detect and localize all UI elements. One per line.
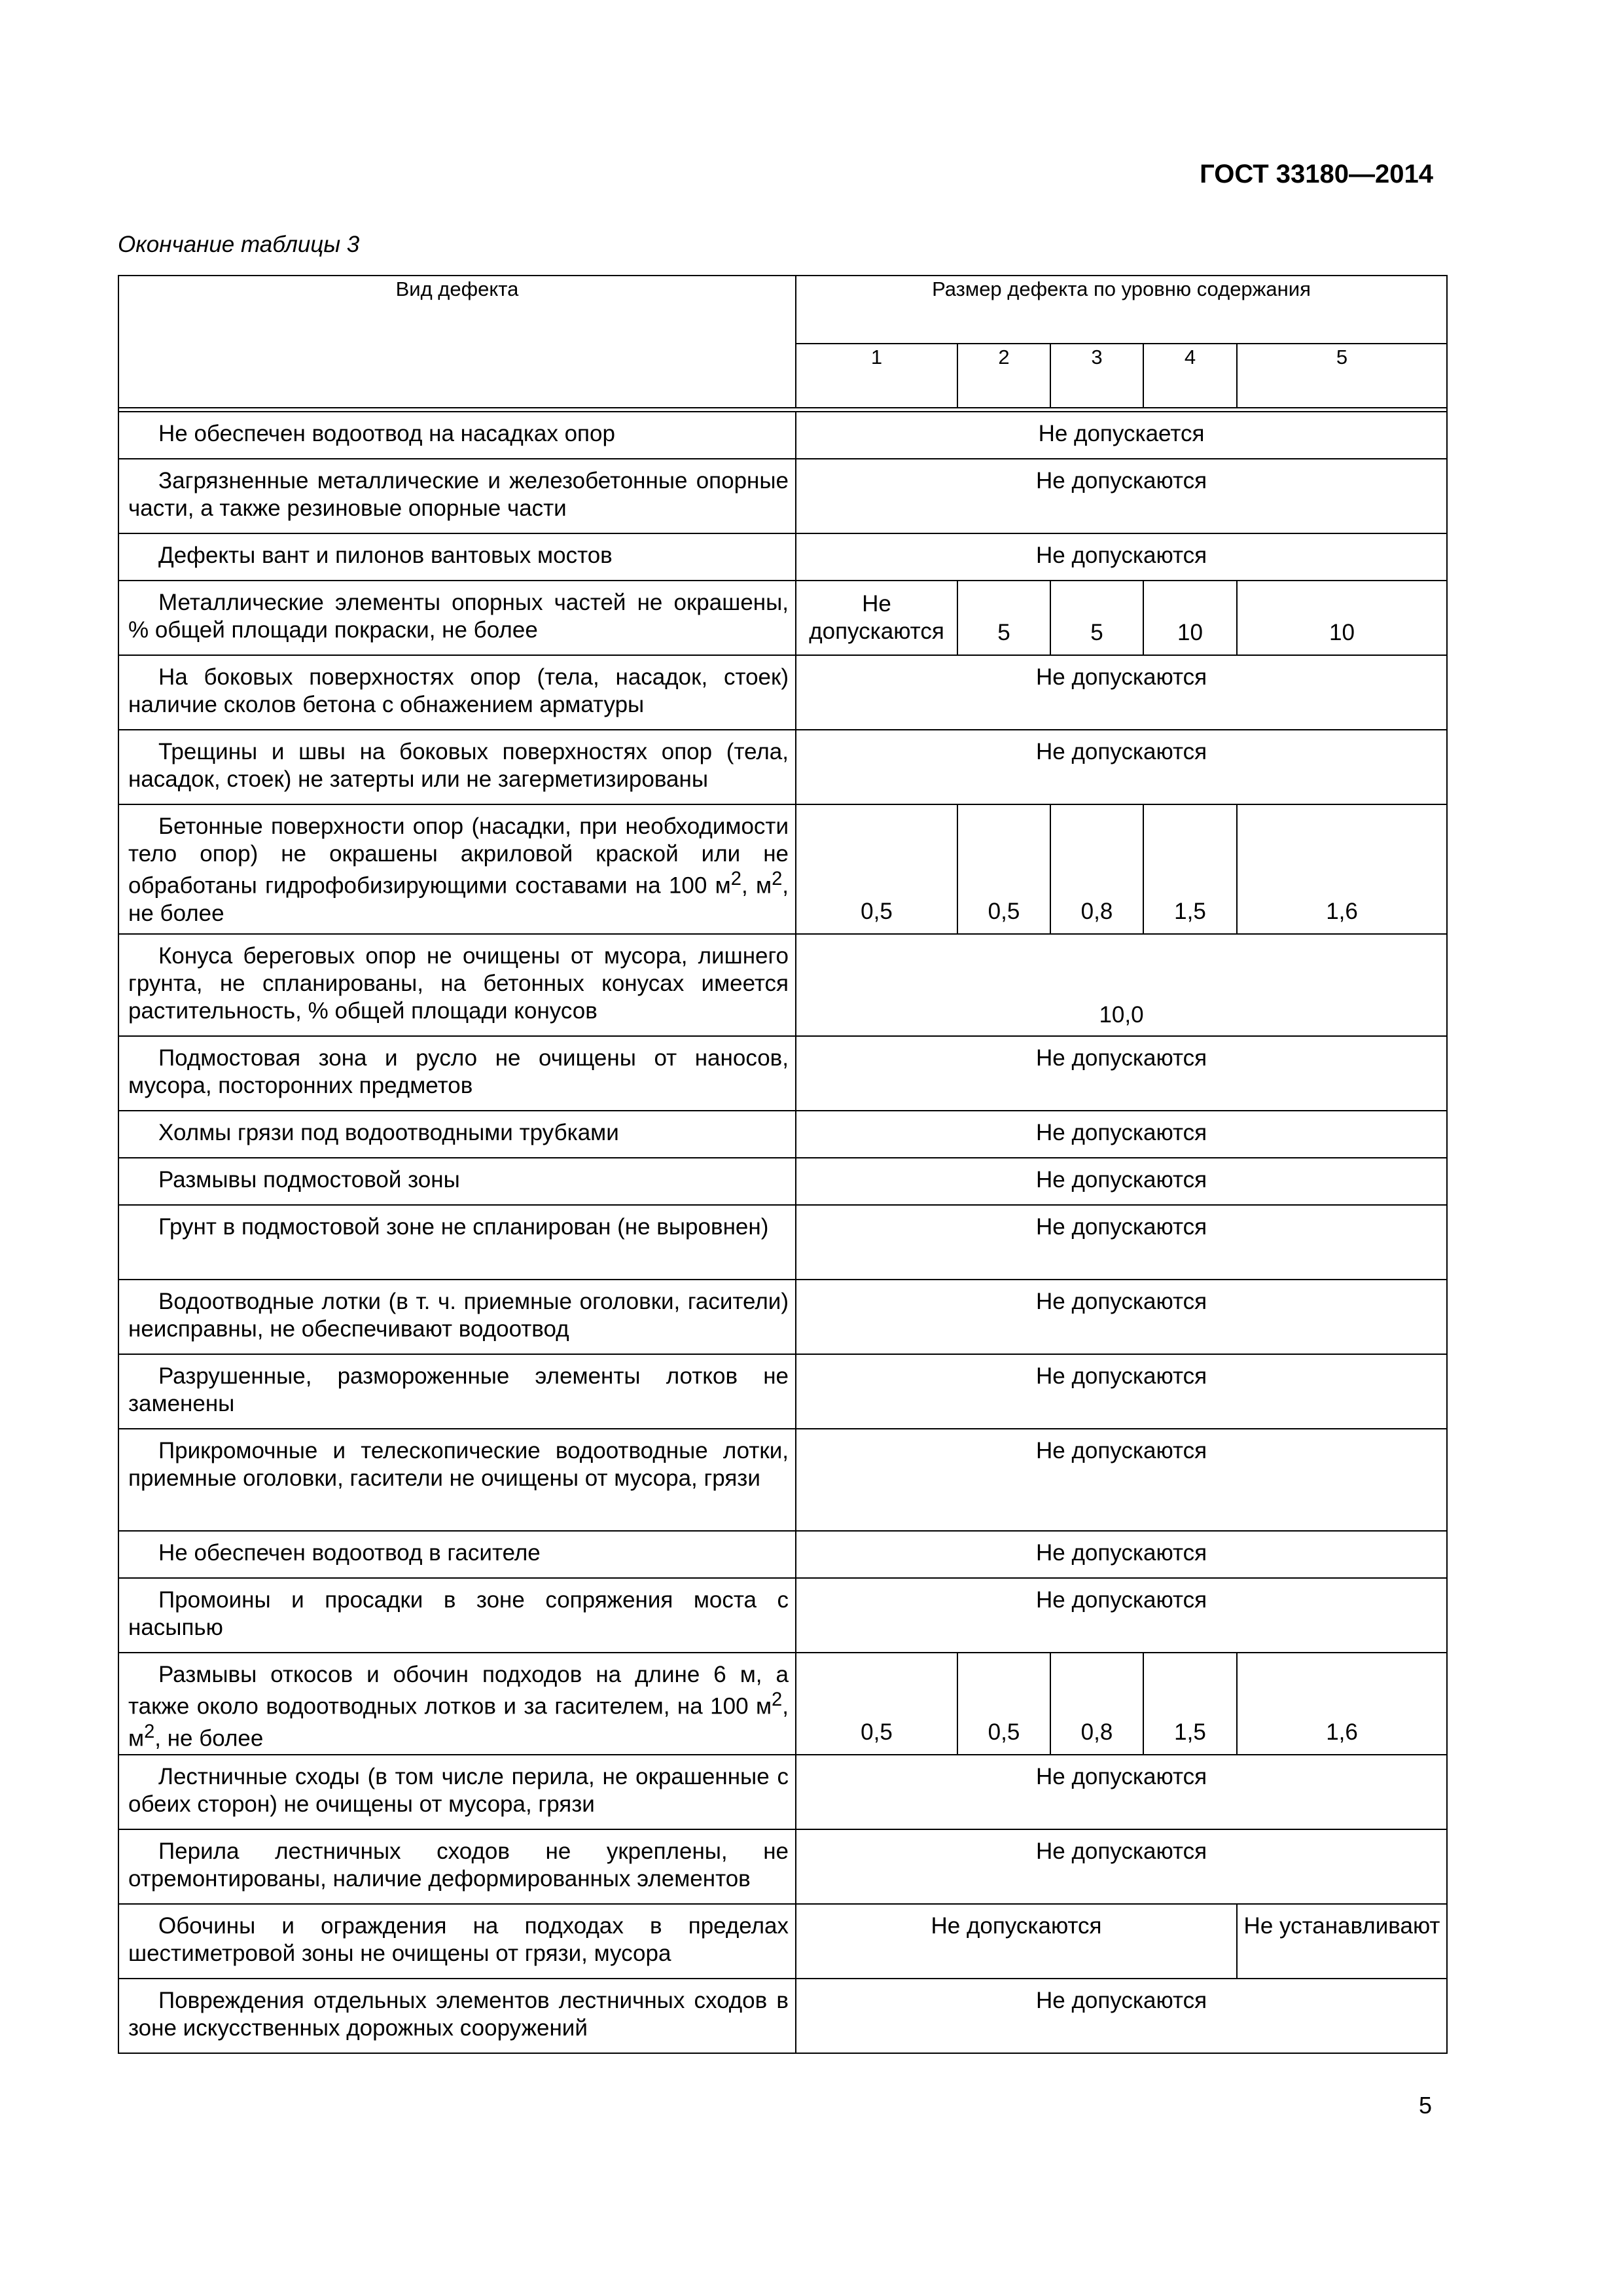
defect-size-value: Не допускаются	[796, 1578, 1447, 1653]
table-row	[118, 533, 1447, 581]
table-row	[118, 1829, 1447, 1904]
defect-size-value: 0,5	[957, 804, 1050, 934]
defect-description: Подмостовая зона и русло не очищены от наносов, мусора, посторонних предметов	[118, 1036, 796, 1111]
defect-size-value: 1,6	[1237, 1653, 1447, 1755]
defect-size-value: Не допускается	[796, 412, 1447, 459]
defect-description: Не обеспечен водоотвод на насадках опор	[118, 412, 796, 459]
table-row	[118, 1578, 1447, 1653]
defect-size-value: Не устанавливают	[1237, 1904, 1447, 1979]
defect-size-value: Не допускаются	[796, 1036, 1447, 1111]
defect-description: Перила лестничных сходов не укреплены, не отремонтированы, наличие деформированных элементов	[118, 1829, 796, 1904]
table-row	[118, 655, 1447, 730]
defect-size-value: Не допускаются	[796, 655, 1447, 730]
defect-size-value: 0,5	[957, 1653, 1050, 1755]
table-row	[118, 459, 1447, 533]
defect-size-value: Не допускаются	[796, 581, 957, 655]
defect-size-header: Размер дефекта по уровню содержания	[796, 276, 1447, 344]
defects-table	[118, 275, 1448, 2054]
defect-description: Водоотводные лотки (в т. ч. приемные оголовки, гасители) неисправны, не обеспечивают водоотвод	[118, 1280, 796, 1354]
defect-size-value: Не допускаются	[796, 1354, 1447, 1429]
defect-size-value: Не допускаются	[796, 1429, 1447, 1531]
defect-description: Грунт в подмостовой зоне не спланирован (не выровнен)	[118, 1205, 796, 1280]
table-row	[118, 1755, 1447, 1829]
level-header: 5	[1237, 344, 1447, 408]
defect-description: Разрушенные, размороженные элементы лотков не заменены	[118, 1354, 796, 1429]
table-row	[118, 804, 1447, 934]
table-row	[118, 1280, 1447, 1354]
defect-description: Конуса береговых опор не очищены от мусора, лишнего грунта, не спланированы, на бетонных конусах имеется растительность, % общей площади конусов	[118, 934, 796, 1036]
table-row	[118, 1904, 1447, 1979]
defect-description: Загрязненные металлические и железобетонные опорные части, а также резиновые опорные части	[118, 459, 796, 533]
defect-size-value: Не допускаются	[796, 1280, 1447, 1354]
defect-size-value: Не допускаются	[796, 1111, 1447, 1158]
document-id: ГОСТ 33180—2014	[1200, 160, 1433, 188]
table-row	[118, 1036, 1447, 1111]
defect-size-value: Не допускаются	[796, 1829, 1447, 1904]
page-number: 5	[1418, 2092, 1432, 2119]
defect-description: Повреждения отдельных элементов лестничных сходов в зоне искусственных дорожных сооружений	[118, 1979, 796, 2053]
defect-size-value: Не допускаются	[796, 1531, 1447, 1578]
defect-size-value: 10	[1143, 581, 1237, 655]
table-row	[118, 1111, 1447, 1158]
defect-size-value: Не допускаются	[796, 459, 1447, 533]
defect-size-value: 5	[957, 581, 1050, 655]
table-row	[118, 1158, 1447, 1205]
defect-description: Размывы подмостовой зоны	[118, 1158, 796, 1205]
table-row	[118, 1979, 1447, 2053]
level-header: 3	[1050, 344, 1143, 408]
defect-size-value: Не допускаются	[796, 1904, 1237, 1979]
level-header: 2	[957, 344, 1050, 408]
defect-size-value: 0,5	[796, 804, 957, 934]
defect-size-value: Не допускаются	[796, 730, 1447, 804]
defect-description: Трещины и швы на боковых поверхностях опор (тела, насадок, стоек) не затерты или не загерметизированы	[118, 730, 796, 804]
defect-description: Прикромочные и телескопические водоотводные лотки, приемные оголовки, гасители не очищены от мусора, грязи	[118, 1429, 796, 1531]
table-row	[118, 934, 1447, 1036]
table-row	[118, 1354, 1447, 1429]
table-header-row	[118, 276, 1447, 344]
defect-size-value: 5	[1050, 581, 1143, 655]
defect-size-value: 10,0	[796, 934, 1447, 1036]
defect-size-value: 0,8	[1050, 1653, 1143, 1755]
defect-description: На боковых поверхностях опор (тела, насадок, стоек) наличие сколов бетона с обнажением арматуры	[118, 655, 796, 730]
table-row	[118, 581, 1447, 655]
defect-size-value: 0,5	[796, 1653, 957, 1755]
table-row	[118, 1531, 1447, 1578]
defect-type-header: Вид дефекта	[118, 276, 796, 408]
defect-description: Обочины и ограждения на подходах в пределах шестиметровой зоны не очищены от грязи, мусора	[118, 1904, 796, 1979]
defect-description: Промоины и просадки в зоне сопряжения моста с насыпью	[118, 1578, 796, 1653]
defect-description: Размывы откосов и обочин подходов на длине 6 м, а также около водоотводных лотков и за гасителем, на 100 $м^2$, $м^2$, не более	[118, 1653, 796, 1755]
level-header: 1	[796, 344, 957, 408]
defect-size-value: Не допускаются	[796, 1205, 1447, 1280]
defect-size-value: 10	[1237, 581, 1447, 655]
defect-size-value: 1,5	[1143, 804, 1237, 934]
defect-description: Не обеспечен водоотвод в гасителе	[118, 1531, 796, 1578]
table-row	[118, 1205, 1447, 1280]
table-row	[118, 412, 1447, 459]
defect-size-value: 1,6	[1237, 804, 1447, 934]
table-row	[118, 730, 1447, 804]
defect-size-value: Не допускаются	[796, 533, 1447, 581]
defect-size-value: 1,5	[1143, 1653, 1237, 1755]
defect-size-value: Не допускаются	[796, 1755, 1447, 1829]
defect-description: Металлические элементы опорных частей не окрашены, % общей площади покраски, не более	[118, 581, 796, 655]
level-header: 4	[1143, 344, 1237, 408]
defect-description: Лестничные сходы (в том числе перила, не окрашенные с обеих сторон) не очищены от мусора, грязи	[118, 1755, 796, 1829]
defect-description: Бетонные поверхности опор (насадки, при необходимости тело опор) не окрашены акриловой краской или не обработаны гидрофобизирующими составами на 100 $м^2$, $м^2$, не более	[118, 804, 796, 934]
table-caption: Окончание таблицы 3	[118, 232, 360, 257]
defect-size-value: Не допускаются	[796, 1158, 1447, 1205]
defect-size-value: Не допускаются	[796, 1979, 1447, 2053]
defect-size-value: 0,8	[1050, 804, 1143, 934]
table-row	[118, 1429, 1447, 1531]
table-row	[118, 1653, 1447, 1755]
defect-description: Холмы грязи под водоотводными трубками	[118, 1111, 796, 1158]
defect-description: Дефекты вант и пилонов вантовых мостов	[118, 533, 796, 581]
